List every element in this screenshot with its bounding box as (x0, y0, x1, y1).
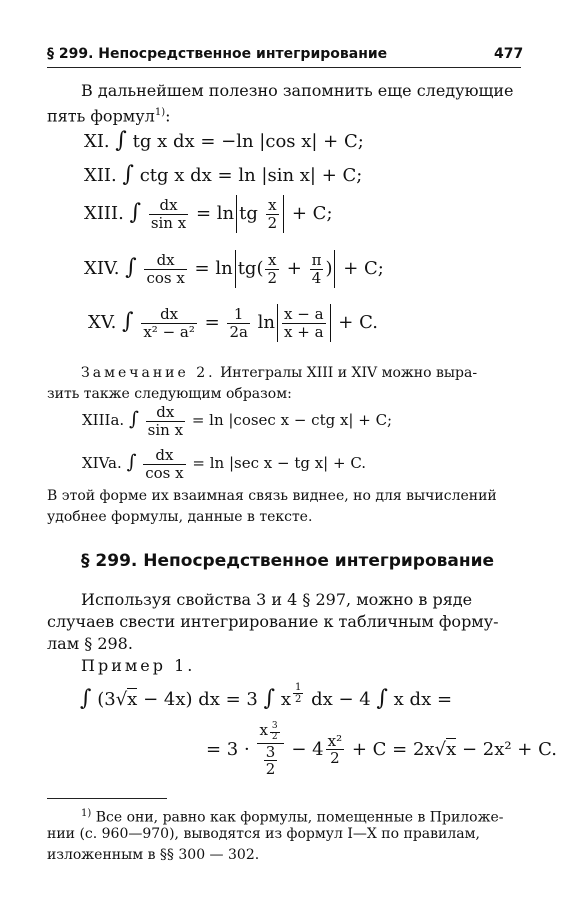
example-row-2: = 3 · x $\frac{3}{2}$ $\frac{3}{2}$ − 4 $\frac{\text{x²}}{2}$ + C = 2x√x − 2x² + C. (206, 721, 557, 779)
running-header: § 299. Непосредственное интегрирование (47, 46, 388, 62)
formula-XIVa: XIVa. ∫ $\frac{dx}{\text{cos x}}$ = ln |sec x − tg x| + C. (82, 446, 367, 482)
page-number: 477 (494, 46, 524, 62)
footnote-line-1: $^{1)}$ Все они, равно как формулы, помещенные в Приложе- (81, 808, 504, 826)
intro-line-2: пять формул$^{1)}$: (47, 106, 171, 126)
footnote-line-3: изложенным в §§ 300 — 302. (47, 847, 260, 863)
footnote-line-2: нии (с. 960—970), выводятся из формул I—X по правилам, (47, 826, 480, 842)
body-line-3: лам § 298. (47, 634, 133, 653)
formula-XIV: XIV. ∫ $\frac{dx}{\text{cos x}}$ = ln tg( $\frac{x}{2}$ + $\frac{\pi}{4}$ ) + C; (84, 251, 384, 287)
example-row-1: ∫ (3√x − 4x) dx = 3 ∫ x $\frac{1}{2}$ dx − 4 ∫ x dx = (80, 682, 453, 711)
remark-line-2: зить также следующим образом: (47, 386, 292, 402)
formula-XI: XI. ∫ tg x dx = −ln |cos x| + C; (84, 128, 364, 153)
footnote-ref: 1) (154, 107, 166, 118)
example-label: Пример 1. (81, 656, 196, 675)
remark-after-1: В этой форме их взаимная связь виднее, но для вычислений (47, 488, 497, 504)
formula-XIIIa: XIIIa. ∫ $\frac{dx}{\text{sin x}}$ = ln |cosec x − ctg x| + C; (82, 403, 393, 439)
formula-XV: XV. ∫ $\frac{dx}{\text{x² − a²}}$ = $\frac{1}{2a}$ ln $\frac{x - a}{x + a}$ + C. (88, 305, 378, 341)
section-title: § 299. Непосредственное интегрирование (81, 551, 495, 571)
formula-XIII: XIII. ∫ $\frac{dx}{\text{sin x}}$ = ln tg $\frac{x}{2}$ + C; (84, 196, 333, 232)
body-line-1: Используя свойства 3 и 4 § 297, можно в ряде (81, 590, 473, 609)
remark-after-2: удобнее формулы, данные в тексте. (47, 509, 313, 525)
formula-XII: XII. ∫ ctg x dx = ln |sin x| + C; (84, 162, 363, 187)
header-rule (47, 67, 521, 68)
body-line-2: случаев свести интегрирование к табличным форму- (47, 612, 499, 631)
remark-line-1: Замечание 2. Интегралы XIII и XIV можно выра- (81, 365, 478, 381)
footnote-rule (47, 798, 167, 799)
intro-line-1: В дальнейшем полезно запомнить еще следующие (81, 81, 514, 100)
